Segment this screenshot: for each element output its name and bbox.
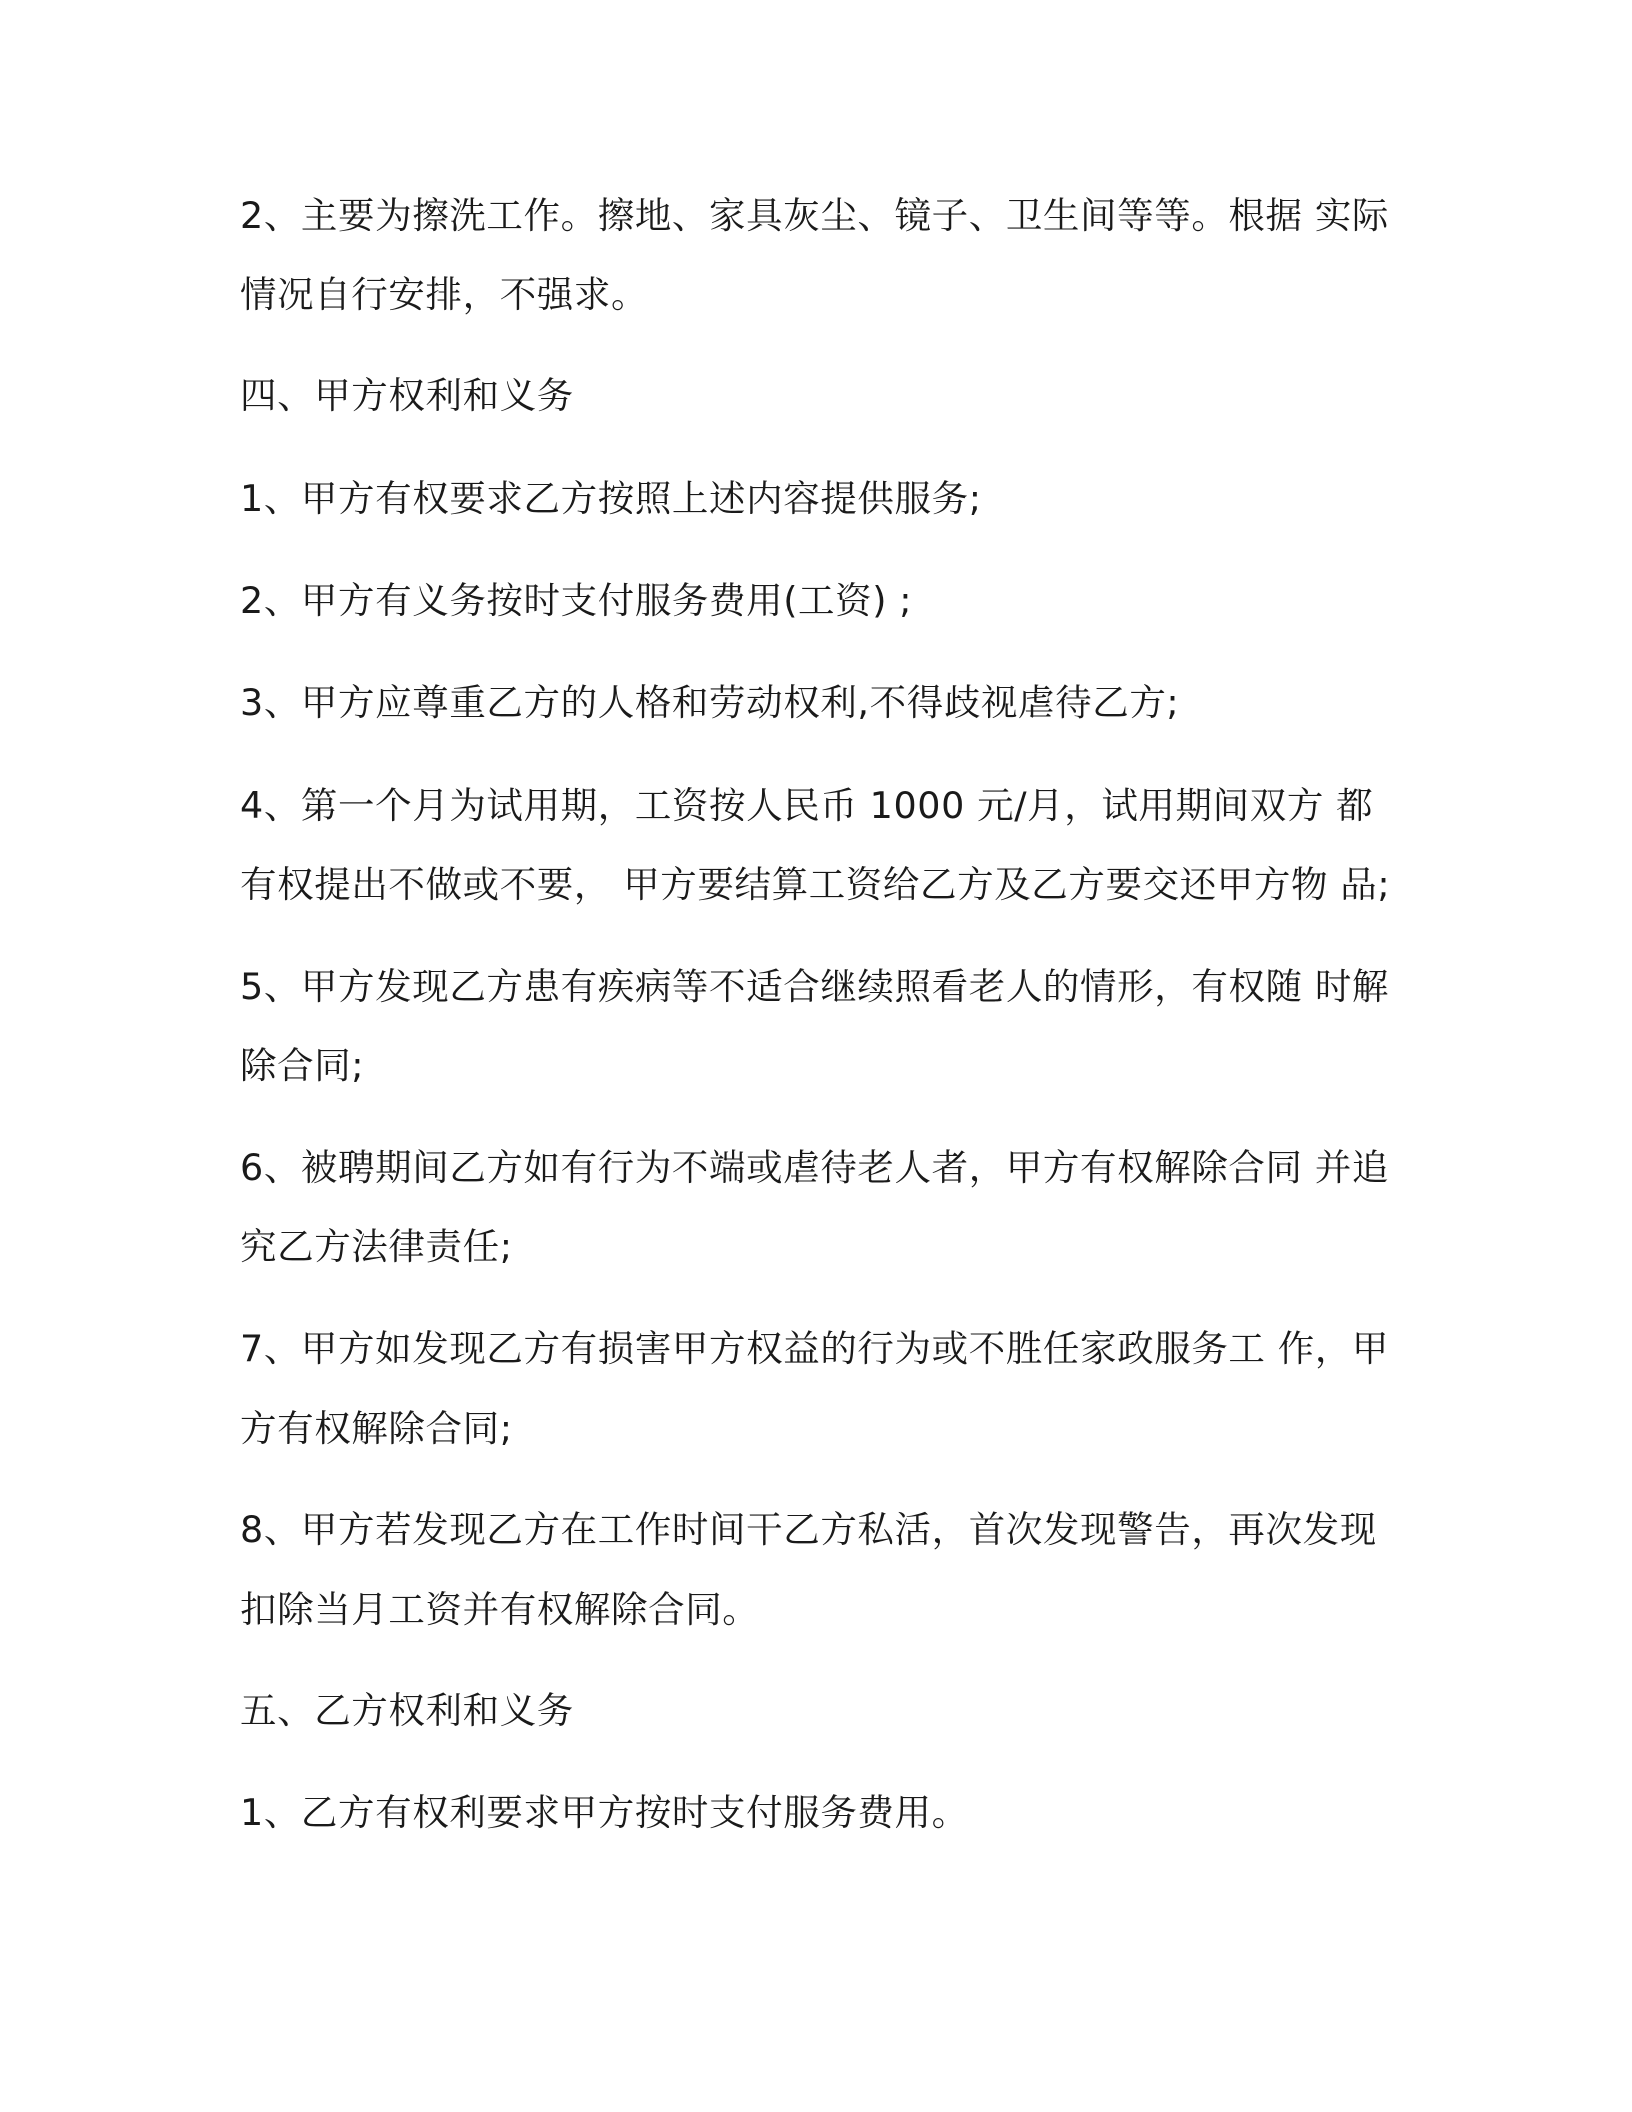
section-heading: 四、甲方权利和义务: [240, 374, 574, 417]
text-line: 8、甲方若发现乙方在工作时间干乙方私活，首次发现警告，再次发现: [240, 1508, 1377, 1551]
text-line: 情况自行安排，不强求。: [240, 273, 649, 316]
text-line: 有权提出不做或不要， 甲方要结算工资给乙方及乙方要交还甲方物 品;: [240, 863, 1391, 906]
text-line: 6、被聘期间乙方如有行为不端或虐待老人者，甲方有权解除合同 并追: [240, 1146, 1390, 1189]
text-line: 3、甲方应尊重乙方的人格和劳动权利,不得歧视虐待乙方;: [240, 681, 1180, 724]
text-line: 2、甲方有义务按时支付服务费用(工资) ;: [240, 579, 913, 622]
text-line: 究乙方法律责任;: [240, 1225, 513, 1268]
text-line: 5、甲方发现乙方患有疾病等不适合继续照看老人的情形，有权随 时解: [240, 965, 1390, 1008]
document-page: [240, 0, 1390, 2112]
text-line: 4、第一个月为试用期，工资按人民币 1000 元/月，试用期间双方 都: [240, 784, 1374, 827]
section-heading: 五、乙方权利和义务: [240, 1689, 574, 1732]
text-line: 方有权解除合同;: [240, 1407, 513, 1450]
text-line: 1、甲方有权要求乙方按照上述内容提供服务;: [240, 477, 982, 520]
text-line: 1、乙方有权利要求甲方按时支付服务费用。: [240, 1791, 969, 1834]
text-line: 扣除当月工资并有权解除合同。: [240, 1588, 760, 1631]
text-line: 7、甲方如发现乙方有损害甲方权益的行为或不胜任家政服务工 作，甲: [240, 1327, 1390, 1370]
text-line: 2、主要为擦洗工作。擦地、家具灰尘、镜子、卫生间等等。根据 实际: [240, 194, 1390, 237]
text-line: 除合同;: [240, 1044, 365, 1087]
